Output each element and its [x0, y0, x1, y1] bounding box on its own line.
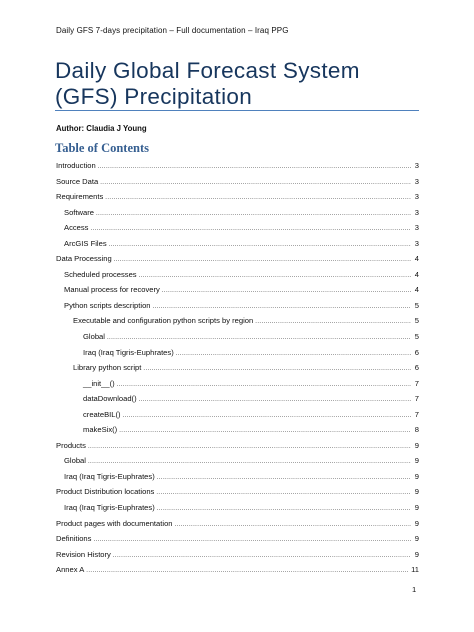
toc-entry[interactable]: [56, 282, 419, 298]
toc-dot-leader: [162, 284, 411, 300]
toc-entry-label[interactable]: createBIL(): [83, 409, 121, 419]
toc-entry-page-number: 5: [414, 316, 419, 326]
toc-entry-page-number: 9: [414, 471, 419, 481]
toc-entry-label[interactable]: ArcGIS Files: [64, 238, 107, 248]
toc-entry-label[interactable]: __init__(): [83, 378, 115, 388]
toc-dot-leader: [86, 564, 409, 580]
toc-entry-label[interactable]: dataDownload(): [83, 394, 137, 404]
toc-dot-leader: [119, 424, 411, 440]
toc-entry-label[interactable]: Global: [64, 456, 86, 466]
toc-dot-leader: [109, 238, 411, 254]
toc-entry[interactable]: [56, 313, 419, 329]
toc-entry-page-number: 3: [414, 238, 419, 248]
toc-entry-page-number: 9: [414, 518, 419, 528]
toc-entry-label[interactable]: Scheduled processes: [64, 269, 137, 279]
toc-entry[interactable]: [56, 469, 419, 485]
toc-entry[interactable]: [56, 484, 419, 500]
toc-entry-label[interactable]: Product pages with documentation: [56, 518, 173, 528]
toc-entry-page-number: 9: [414, 503, 419, 513]
toc-entry-label[interactable]: Software: [64, 207, 94, 217]
toc-entry[interactable]: [56, 174, 419, 190]
toc-entry-label[interactable]: Python scripts description: [64, 300, 151, 310]
toc-entry-page-number: 5: [414, 332, 419, 342]
toc-dot-leader: [114, 253, 411, 269]
toc-dot-leader: [105, 191, 411, 207]
toc-entry-label[interactable]: Revision History: [56, 549, 111, 559]
toc-entry[interactable]: [56, 500, 419, 516]
toc-entry-page-number: 7: [414, 394, 419, 404]
toc-entry-label[interactable]: Global: [83, 332, 105, 342]
page-number: 1: [412, 585, 417, 594]
toc-entry-label[interactable]: Iraq (Iraq Tigris-Euphrates): [64, 471, 155, 481]
toc-entry-page-number: 8: [414, 425, 419, 435]
toc-dot-leader: [96, 207, 411, 223]
toc-dot-leader: [93, 533, 411, 549]
toc-dot-leader: [176, 347, 411, 363]
document-title: Daily Global Forecast System (GFS) Precipitation: [55, 58, 360, 109]
table-of-contents: [56, 158, 419, 578]
toc-dot-leader: [156, 486, 411, 502]
toc-entry[interactable]: [56, 236, 419, 252]
toc-entry[interactable]: [56, 531, 419, 547]
toc-entry-page-number: 3: [414, 176, 419, 186]
toc-entry-label[interactable]: Source Data: [56, 176, 99, 186]
toc-dot-leader: [100, 176, 411, 192]
toc-dot-leader: [98, 160, 411, 176]
toc-entry[interactable]: [56, 267, 419, 283]
toc-entry-page-number: 4: [414, 285, 419, 295]
toc-entry[interactable]: [56, 189, 419, 205]
toc-entry-page-number: 9: [414, 456, 419, 466]
toc-entry[interactable]: [56, 360, 419, 376]
toc-entry-page-number: 4: [414, 254, 419, 264]
toc-entry[interactable]: [56, 422, 419, 438]
toc-entry[interactable]: [56, 453, 419, 469]
toc-dot-leader: [157, 471, 411, 487]
title-underline-rule: [55, 110, 419, 111]
toc-entry-page-number: 7: [414, 409, 419, 419]
toc-entry[interactable]: [56, 516, 419, 532]
toc-entry-page-number: 11: [411, 565, 419, 575]
toc-entry[interactable]: [56, 298, 419, 314]
toc-entry-page-number: 6: [414, 363, 419, 373]
running-header: Daily GFS 7-days precipitation – Full documentation – Iraq PPG: [56, 26, 289, 35]
toc-entry-page-number: 9: [414, 549, 419, 559]
toc-dot-leader: [143, 362, 411, 378]
toc-entry-page-number: 9: [414, 487, 419, 497]
toc-dot-leader: [123, 409, 411, 425]
toc-dot-leader: [175, 518, 411, 534]
toc-entry[interactable]: [56, 158, 419, 174]
toc-entry-label[interactable]: Library python script: [73, 363, 142, 373]
toc-dot-leader: [113, 549, 411, 565]
toc-entry[interactable]: [56, 407, 419, 423]
toc-entry[interactable]: [56, 220, 419, 236]
toc-entry[interactable]: [56, 547, 419, 563]
toc-entry-page-number: 3: [414, 192, 419, 202]
toc-entry-label[interactable]: Iraq (Iraq Tigris-Euphrates): [64, 503, 155, 513]
toc-heading: Table of Contents: [55, 141, 149, 155]
toc-entry[interactable]: [56, 251, 419, 267]
toc-dot-leader: [90, 222, 411, 238]
toc-entry-label[interactable]: Executable and configuration python scripts by region: [73, 316, 254, 326]
toc-entry-label[interactable]: Requirements: [56, 192, 104, 202]
toc-entry-label[interactable]: Data Processing: [56, 254, 112, 264]
toc-dot-leader: [117, 378, 411, 394]
toc-entry[interactable]: [56, 376, 419, 392]
toc-dot-leader: [139, 269, 411, 285]
toc-entry-label[interactable]: Product Distribution locations: [56, 487, 155, 497]
toc-dot-leader: [157, 502, 411, 518]
toc-entry-label[interactable]: Definitions: [56, 534, 92, 544]
toc-entry[interactable]: [56, 391, 419, 407]
toc-entry[interactable]: [56, 205, 419, 221]
toc-entry[interactable]: [56, 438, 419, 454]
toc-entry-page-number: 3: [414, 207, 419, 217]
toc-entry-label[interactable]: Introduction: [56, 161, 96, 170]
toc-entry-label[interactable]: Iraq (Iraq Tigris-Euphrates): [83, 347, 174, 357]
toc-entry-page-number: 4: [414, 269, 419, 279]
author-line: Author: Claudia J Young: [56, 124, 147, 133]
toc-entry-page-number: 6: [414, 347, 419, 357]
toc-entry-page-number: 3: [414, 223, 419, 233]
toc-entry-page-number: 9: [414, 534, 419, 544]
toc-entry-label[interactable]: makeSix(): [83, 425, 118, 435]
toc-dot-leader: [139, 393, 411, 409]
toc-entry-page-number: 7: [414, 378, 419, 388]
toc-dot-leader: [88, 440, 411, 456]
toc-entry[interactable]: [56, 329, 419, 345]
toc-entry-label[interactable]: Products: [56, 440, 86, 450]
toc-entry-page-number: 9: [414, 440, 419, 450]
toc-entry[interactable]: [56, 345, 419, 361]
toc-entry[interactable]: [56, 562, 419, 578]
toc-entry-page-number: 3: [414, 161, 419, 170]
toc-entry-label[interactable]: Access: [64, 223, 89, 233]
toc-entry-label[interactable]: Manual process for recovery: [64, 285, 160, 295]
toc-entry-page-number: 5: [414, 300, 419, 310]
toc-dot-leader: [255, 315, 411, 331]
toc-entry-label[interactable]: Annex A: [56, 565, 85, 575]
